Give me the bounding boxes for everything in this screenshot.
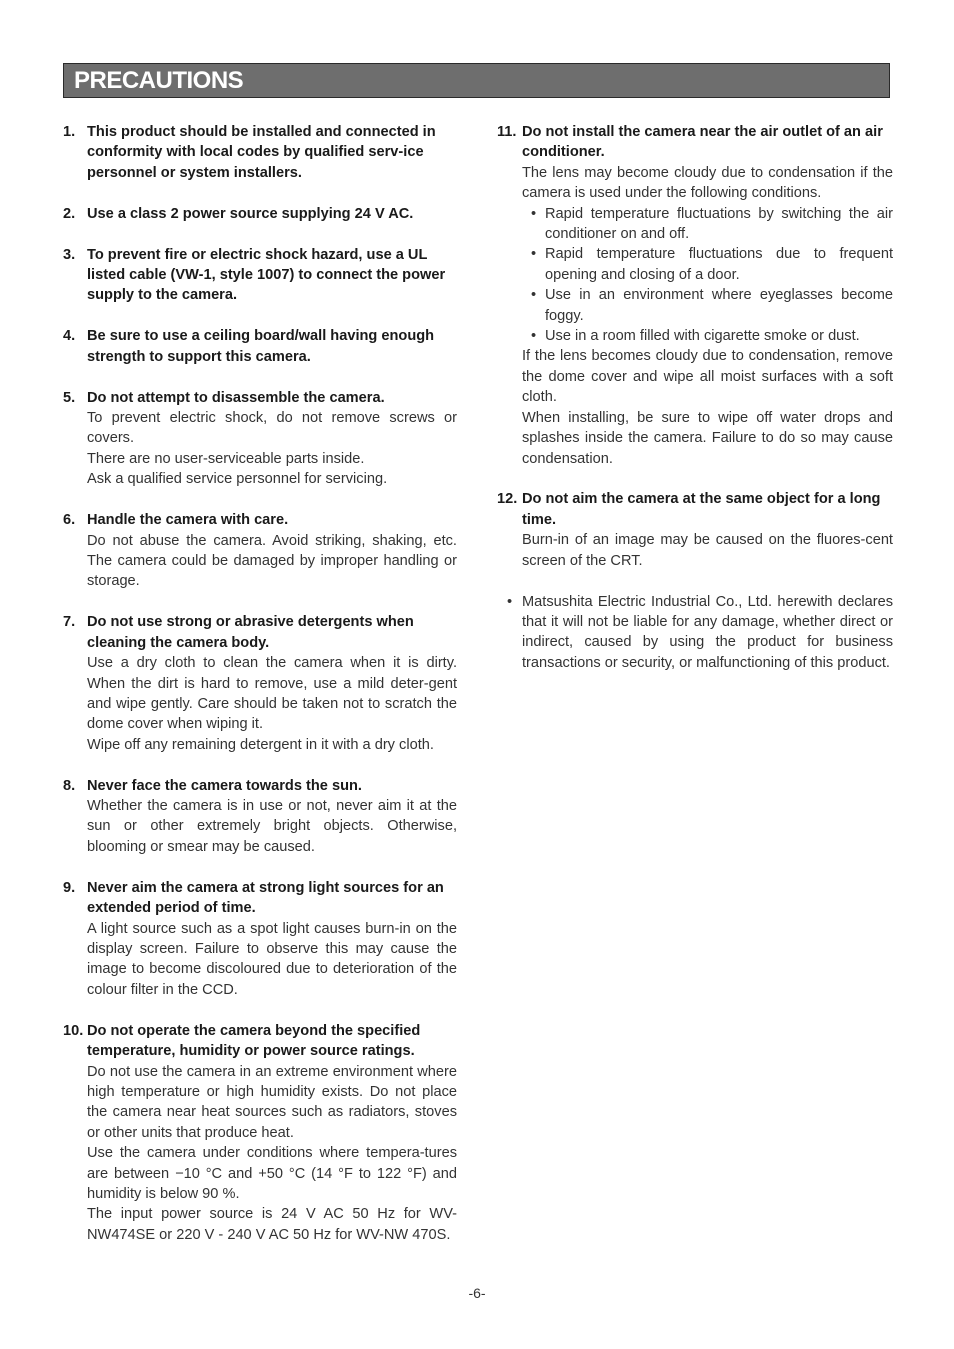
- precaution-item: [63, 1021, 457, 1245]
- item-number: 9.: [63, 879, 76, 896]
- item-paragraph: Wipe off any remaining detergent in it with a dry cloth.: [87, 736, 434, 753]
- precaution-item: [63, 776, 457, 858]
- item-heading: To prevent fire or electric shock hazard, use a UL listed cable (VW-1, style 1007) to connect the power supply to the camera.: [87, 246, 446, 304]
- item-body: [87, 408, 457, 490]
- item-body: [87, 919, 457, 1001]
- list-item: • Rapid temperature fluctuations by switching the air conditioner on and off.: [522, 204, 893, 245]
- item-heading: Never face the camera towards the sun.: [87, 777, 362, 794]
- precaution-item: [63, 326, 457, 367]
- item-body: [522, 163, 893, 469]
- item-paragraph: Whether the camera is in use or not, never aim it at the sun or other extremely bright objects. Otherwise, blooming or smear may be caused.: [87, 798, 457, 855]
- item-number: 6.: [63, 512, 76, 529]
- precaution-item: [63, 245, 457, 306]
- item-number: 12.: [497, 491, 518, 508]
- item-paragraph: To prevent electric shock, do not remove screws or covers.: [87, 410, 457, 447]
- precaution-item: [63, 204, 457, 224]
- item-number: 8.: [63, 777, 76, 794]
- item-heading: Do not use strong or abrasive detergents when cleaning the camera body.: [87, 614, 414, 651]
- list-item: • Use in an environment where eyeglasses become foggy.: [522, 285, 893, 326]
- page-title: PRECAUTIONS: [74, 67, 244, 94]
- item-heading: Handle the camera with care.: [87, 512, 289, 529]
- item-paragraph: Burn-in of an image may be caused on the fluores-cent screen of the CRT.: [522, 532, 893, 569]
- item-paragraph: Do not abuse the camera. Avoid striking, shaking, etc. The camera could be damaged by improper handling or storage.: [87, 532, 457, 590]
- bullet-icon: •: [530, 287, 537, 304]
- item-paragraph: When installing, be sure to wipe off water drops and splashes inside the camera. Failure to do so may cause condensation.: [522, 409, 893, 467]
- right-column: [497, 122, 893, 673]
- item-heading: Do not attempt to disassemble the camera.: [87, 389, 385, 406]
- item-paragraph: Use the camera under conditions where tempera-tures are between −10 °C and +50 °C (14 °F to 122 °F) and humidity is below 90 %.: [87, 1145, 457, 1202]
- item-number: 3.: [63, 246, 76, 263]
- item-body: [87, 796, 457, 857]
- item-number: 7.: [63, 614, 76, 631]
- item-body: [87, 531, 457, 592]
- item-paragraph: The input power source is 24 V AC 50 Hz for WV-NW474SE or 220 V - 240 V AC 50 Hz for WV-NW 470S.: [87, 1206, 457, 1243]
- item-number: 2.: [63, 205, 76, 222]
- item-number: 4.: [63, 328, 76, 345]
- item-heading: Do not aim the camera at the same object for a long time.: [522, 491, 881, 528]
- precaution-item: [63, 122, 457, 183]
- precaution-item: [63, 510, 457, 592]
- item-paragraph: Use a dry cloth to clean the camera when it is dirty. When the dirt is hard to remove, use a mild deter-gent and wipe gently. Care should be taken not to scratch the dome cover when wiping it.: [87, 655, 457, 733]
- item-heading: Do not install the camera near the air outlet of an air conditioner.: [522, 124, 883, 161]
- liability-notice: [497, 592, 893, 674]
- notice-text: Matsushita Electric Industrial Co., Ltd. herewith declares that it will not be liable for any damage, whether direct or indirect, caused by using the product for business transactions or security, or malfunctioning of this product.: [522, 593, 893, 671]
- bullet-icon: •: [506, 593, 513, 610]
- precaution-item: [63, 612, 457, 755]
- item-body: [87, 653, 457, 755]
- list-item: • Rapid temperature fluctuations due to frequent opening and closing of a door.: [522, 244, 893, 285]
- left-column: [63, 122, 457, 1266]
- bullet-icon: •: [530, 328, 537, 345]
- item-number: 1.: [63, 124, 76, 140]
- item-number: 10.: [63, 1022, 84, 1039]
- bullet-icon: •: [530, 246, 537, 263]
- bullet-icon: •: [530, 205, 537, 222]
- item-paragraph: The lens may become cloudy due to condensation if the camera is used under the following conditions.: [522, 164, 893, 202]
- item-heading: Do not operate the camera beyond the specified temperature, humidity or power source ratings.: [87, 1022, 421, 1060]
- item-number: 5.: [63, 389, 76, 406]
- item-paragraph: A light source such as a spot light causes burn-in on the display screen. Failure to observe this may cause the image to become discoloured due to deterioration of the colour filter in the CCD.: [87, 920, 457, 998]
- list-item: • Use in a room filled with cigarette smoke or dust.: [522, 326, 893, 346]
- item-paragraph: Do not use the camera in an extreme environment where high temperature or high humidity exists. Do not place the camera near heat sources such as radiators, stoves or other units that produce heat.: [87, 1063, 457, 1141]
- item-heading: Never aim the camera at strong light sources for an extended period of time.: [87, 879, 444, 917]
- item-heading: Use a class 2 power source supplying 24 V AC.: [87, 205, 414, 222]
- item-paragraph: There are no user-serviceable parts inside.: [87, 450, 365, 467]
- item-paragraph: Ask a qualified service personnel for servicing.: [87, 471, 388, 488]
- precaution-item: [497, 122, 893, 469]
- item-heading: Be sure to use a ceiling board/wall having enough strength to support this camera.: [87, 328, 435, 365]
- item-body: [87, 1062, 457, 1246]
- condition-list: [522, 204, 893, 347]
- precaution-item: [63, 878, 457, 1000]
- page-number: -6-: [468, 1285, 486, 1301]
- section-banner: [63, 63, 890, 98]
- precaution-item: [497, 489, 893, 571]
- precaution-item: [63, 388, 457, 490]
- item-heading: This product should be installed and connected in conformity with local codes by qualified serv-ice personnel or system installers.: [87, 124, 436, 181]
- item-number: 11.: [497, 124, 517, 140]
- item-body: [522, 530, 893, 571]
- item-paragraph: If the lens becomes cloudy due to condensation, remove the dome cover and wipe all moist surfaces with a soft cloth.: [522, 348, 893, 406]
